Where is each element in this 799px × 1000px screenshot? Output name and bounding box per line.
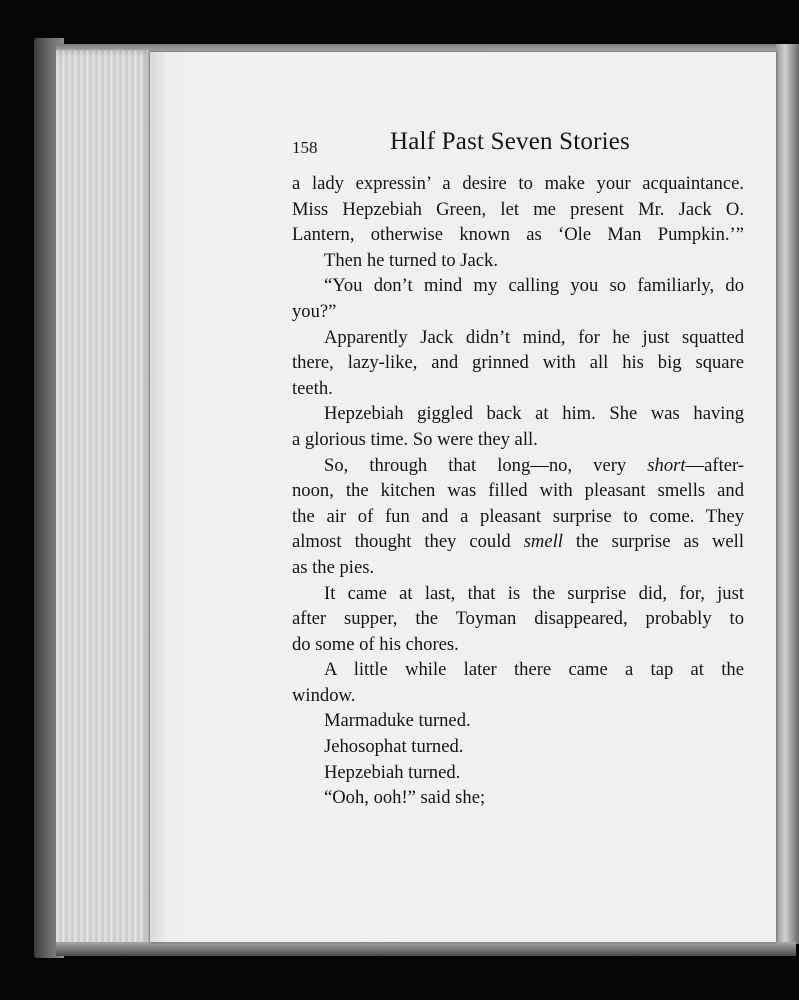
text-line: Apparently Jack didn’t mind, for he just squatted	[324, 326, 744, 348]
text-line: there, lazy-like, and grinned with all his big square	[292, 352, 744, 374]
facing-page-edge	[776, 44, 799, 944]
text-line: the air of fun and a pleasant surprise to come. They	[292, 505, 744, 527]
text-line: It came at last, that is the surprise did, for, just	[324, 582, 744, 604]
text-segment: —after-	[685, 454, 744, 476]
text-line: a glorious time. So were they all.	[292, 428, 538, 450]
italic-word: short	[647, 454, 686, 476]
body-text	[292, 171, 744, 811]
text-line: a lady expressin’ a desire to make your acquaintance.	[292, 173, 744, 194]
text-line: Hepzebiah turned.	[324, 761, 461, 783]
text-line: Lantern, otherwise known as ‘Ole Man Pumpkin.’”	[292, 224, 744, 246]
text-line	[292, 529, 744, 555]
text-line: you?”	[292, 300, 337, 322]
text-line: Jehosophat turned.	[324, 736, 464, 758]
text-line: after supper, the Toyman disappeared, probably to	[292, 608, 744, 630]
book-bottom-edge	[56, 942, 796, 956]
page-number: 158	[292, 138, 318, 157]
text-line: teeth.	[292, 377, 333, 399]
running-title: Half Past Seven Stories	[390, 128, 630, 155]
text-segment: So, through that long—no, very	[324, 454, 648, 476]
text-line: Then he turned to Jack.	[324, 249, 498, 271]
text-segment: the surprise as well	[562, 531, 744, 553]
page-stack-edges	[56, 50, 154, 948]
text-line: Miss Hepzebiah Green, let me present Mr. Jack O.	[292, 198, 744, 220]
text-line: as the pies.	[292, 556, 375, 578]
page-header	[292, 128, 742, 168]
text-line: “Ooh, ooh!” said she;	[324, 787, 486, 809]
text-line: “You don’t mind my calling you so familiarly, do	[324, 275, 744, 297]
text-line: noon, the kitchen was filled with pleasant smells and	[292, 480, 744, 502]
text-line	[292, 453, 744, 479]
text-line: window.	[292, 684, 356, 706]
text-line: Hepzebiah giggled back at him. She was having	[324, 403, 744, 425]
text-line: Marmaduke turned.	[324, 710, 471, 732]
italic-word: smell	[523, 531, 563, 553]
text-line: A little while later there came a tap at the	[324, 659, 744, 681]
text-line: do some of his chores.	[292, 633, 459, 655]
text-segment: almost thought they could	[292, 531, 524, 553]
